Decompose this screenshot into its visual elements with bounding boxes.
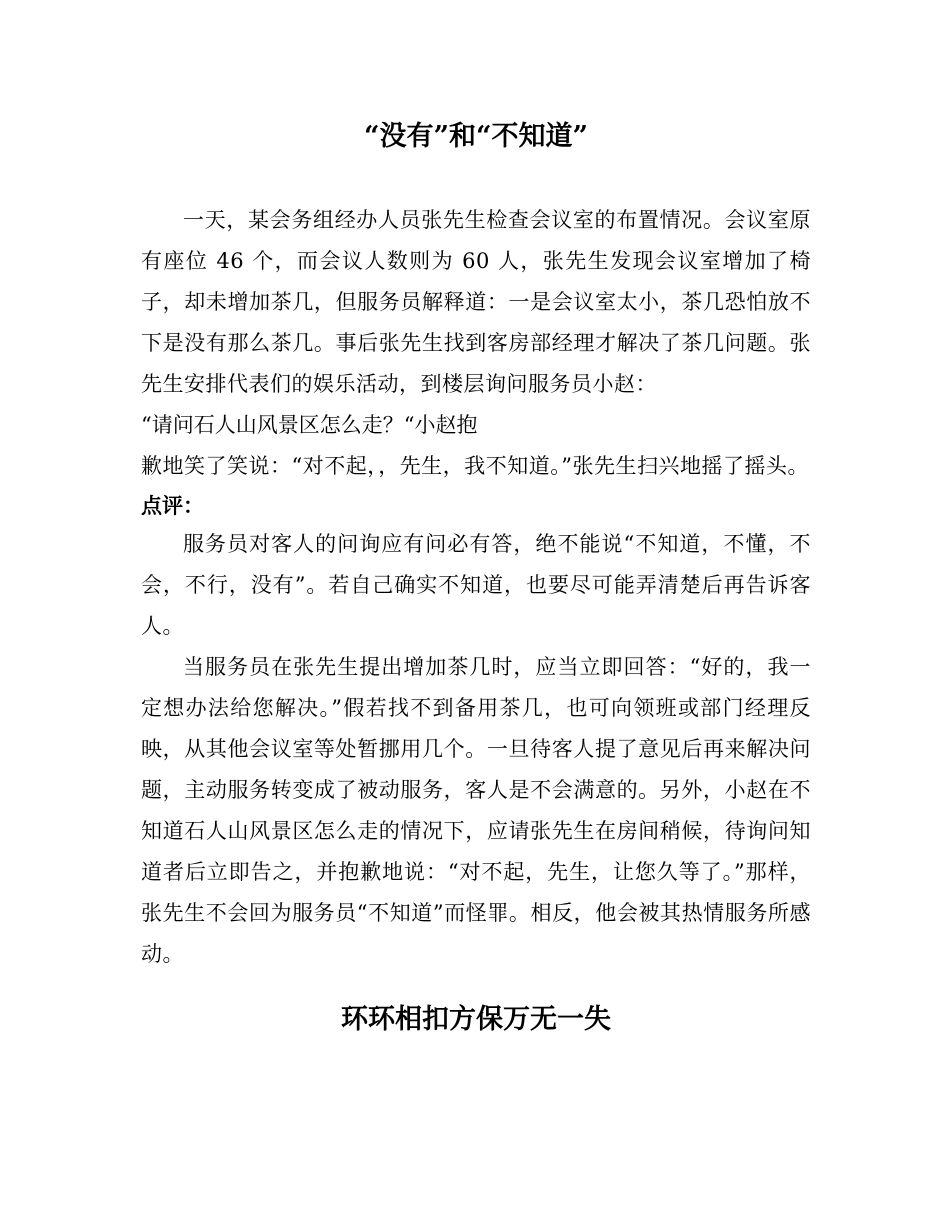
story-paragraph: 一天，某会务组经办人员张先生检查会议室的布置情况。会议室原有座位 46 个，而会议人数则为 60 人，张先生发现会议室增加了椅子，却未增加茶几，但服务员解释道：一是会议室太小，茶几恐怕放不下是没有那么茶几。事后张先生找到客房部经理才解决了茶几问题。张先生安排代表们的娱乐活动，到楼层询问服务员小赵：: [141, 208, 811, 396]
next-article-title: 环环相扣方保万无一失: [341, 1004, 611, 1035]
comment-heading: 点评：: [141, 493, 204, 518]
story-quote-line: “请问石人山风景区怎么走？“小赵抱: [141, 413, 478, 437]
comment-paragraph-2: 当服务员在张先生提出增加茶几时，应当立即回答：“好的，我一定想办法给您解决。”假若找不到备用茶几，也可向领班或部门经理反映，从其他会议室等处暂挪用几个。一旦待客人提了意见后再来解决问题，主动服务转变成了被动服务，客人是不会满意的。另外，小赵在不知道石人山风景区怎么走的情况下，应请张先生在房间稍候，待询问知道者后立即告之，并抱歉地说：“对不起，先生，让您久等了。”那样，张先生不会回为服务员“不知道”而怪罪。相反，他会被其热情服务所感动。: [141, 655, 811, 966]
story-paragraph-continued: 歉地笑了笑说：“对不起，，先生，我不知道。”张先生扫兴地摇了摇头。: [141, 454, 809, 478]
comment-paragraph-1: 服务员对客人的问询应有问必有答，绝不能说“不知道，不懂，不会，不行，没有”。若自己确实不知道，也要尽可能弄清楚后再告诉客人。: [141, 532, 811, 638]
article-body: [141, 200, 811, 975]
article-title: “没有”和“不知道”: [363, 121, 589, 152]
